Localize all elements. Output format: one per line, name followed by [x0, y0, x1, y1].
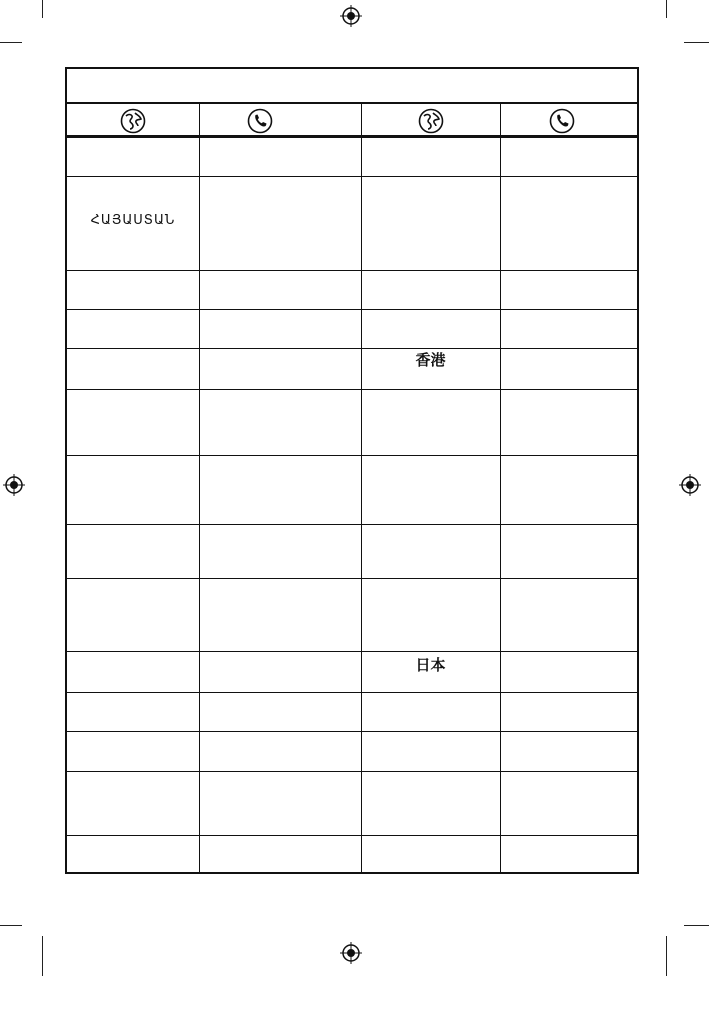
crop-mark: [684, 925, 709, 926]
row-divider: [67, 524, 637, 525]
row-divider: [67, 692, 637, 693]
registration-mark-icon: [679, 474, 701, 496]
row-divider: [67, 771, 637, 772]
crop-mark: [0, 42, 22, 43]
row-divider: [67, 176, 637, 177]
row-divider: [67, 578, 637, 579]
row-divider: [67, 455, 637, 456]
column-divider: [361, 104, 362, 872]
row-divider: [67, 309, 637, 310]
registration-mark-icon: [340, 942, 362, 964]
registration-mark-icon: [340, 5, 362, 27]
crop-mark: [684, 42, 709, 43]
row-divider: [67, 835, 637, 836]
phone-icon: [549, 108, 575, 134]
registration-mark-icon: [3, 474, 25, 496]
crop-mark: [666, 936, 667, 976]
row-divider: [67, 389, 637, 390]
column-divider: [500, 104, 501, 872]
country-name-armenia: ՀԱՅԱՍՏԱՆ: [90, 213, 176, 228]
table-title-bar: [67, 69, 637, 104]
crop-mark: [0, 925, 22, 926]
row-divider: [67, 348, 637, 349]
crop-mark: [42, 936, 43, 976]
row-divider: [67, 731, 637, 732]
crop-mark: [42, 0, 43, 18]
phone-icon: [247, 108, 273, 134]
country-phone-table: [65, 67, 639, 874]
row-divider: [67, 270, 637, 271]
column-divider: [199, 104, 200, 872]
globe-icon: [120, 108, 146, 134]
row-divider: [67, 651, 637, 652]
table-header-row: [67, 104, 637, 138]
globe-icon: [418, 108, 444, 134]
country-name-hong-kong: 香港: [415, 351, 446, 369]
country-name-japan: 日本: [415, 656, 446, 674]
crop-mark: [666, 0, 667, 18]
